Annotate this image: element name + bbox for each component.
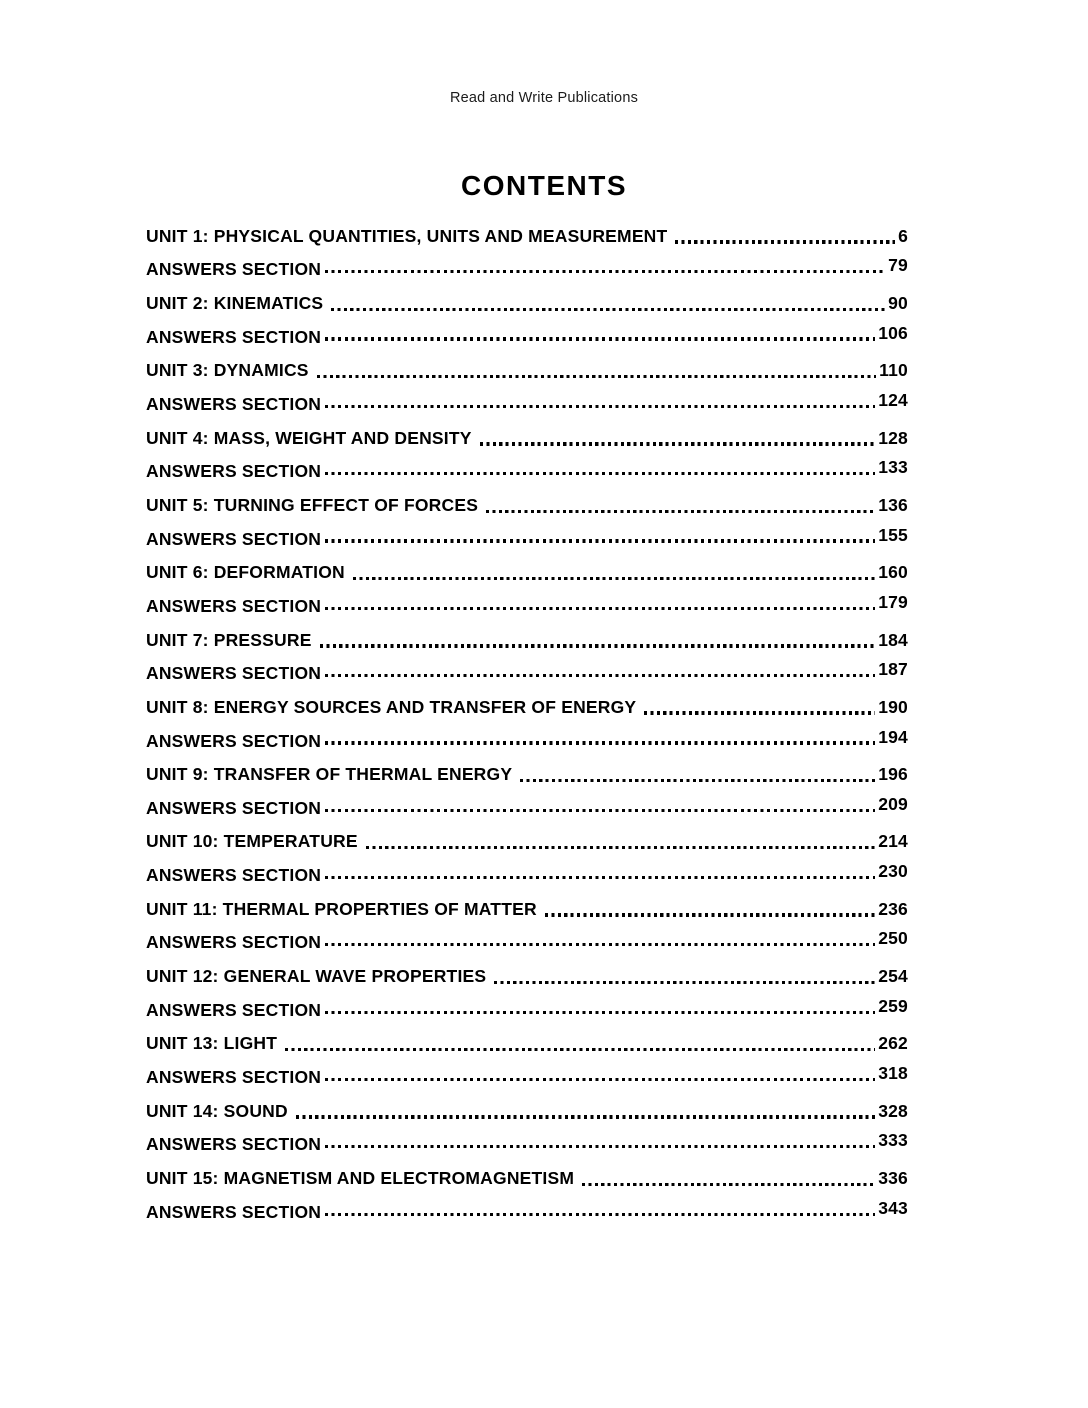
toc-entry-page: 336 bbox=[878, 1168, 908, 1189]
dot-leader bbox=[325, 589, 875, 623]
toc-entry-label: UNIT 6: DEFORMATION bbox=[146, 562, 345, 583]
toc-entry-page: 133 bbox=[878, 457, 908, 478]
toc-row bbox=[146, 758, 908, 792]
toc-entry-label: UNIT 2: KINEMATICS bbox=[146, 292, 324, 313]
toc bbox=[146, 219, 908, 1229]
dot-leader bbox=[366, 825, 875, 859]
toc-entry-page: 318 bbox=[878, 1063, 908, 1084]
dot-leader bbox=[320, 623, 876, 657]
toc-row bbox=[146, 421, 908, 455]
toc-row bbox=[146, 253, 908, 287]
dot-leader bbox=[296, 1094, 875, 1128]
dot-leader bbox=[325, 858, 875, 892]
toc-entry-label: UNIT 12: GENERAL WAVE PROPERTIES bbox=[146, 966, 487, 987]
toc-row bbox=[146, 522, 908, 556]
toc-entry-label: UNIT 9: TRANSFER OF THERMAL ENERGY bbox=[146, 764, 513, 785]
toc-row bbox=[146, 623, 908, 657]
dot-leader bbox=[325, 1128, 875, 1162]
toc-entry-page: 230 bbox=[878, 861, 908, 882]
dot-leader bbox=[520, 758, 875, 792]
page-title: CONTENTS bbox=[461, 170, 627, 201]
toc-entry-page: 184 bbox=[878, 629, 908, 650]
toc-entry-label: ANSWERS SECTION bbox=[146, 730, 322, 751]
toc-entry-label: UNIT 7: PRESSURE bbox=[146, 629, 312, 650]
toc-row bbox=[146, 1128, 908, 1162]
toc-row bbox=[146, 488, 908, 522]
dot-leader bbox=[644, 690, 875, 724]
toc-row bbox=[146, 387, 908, 421]
toc-entry-label: ANSWERS SECTION bbox=[146, 528, 322, 549]
toc-row bbox=[146, 791, 908, 825]
toc-entry-page: 254 bbox=[878, 966, 908, 987]
toc-entry-label: UNIT 11: THERMAL PROPERTIES OF MATTER bbox=[146, 898, 537, 919]
toc-entry-page: 128 bbox=[878, 427, 908, 448]
toc-entry-page: 110 bbox=[879, 360, 908, 381]
toc-entry-label: UNIT 1: PHYSICAL QUANTITIES, UNITS AND MEASUREMENT bbox=[146, 225, 668, 246]
toc-entry-page: 187 bbox=[878, 659, 908, 680]
toc-entry-label: ANSWERS SECTION bbox=[146, 1201, 322, 1222]
toc-entry-page: 190 bbox=[878, 696, 908, 717]
dot-leader bbox=[353, 556, 875, 590]
toc-row bbox=[146, 320, 908, 354]
toc-entry-page: 343 bbox=[878, 1197, 908, 1218]
dot-leader bbox=[317, 354, 877, 388]
dot-leader bbox=[325, 657, 875, 691]
toc-row bbox=[146, 556, 908, 590]
toc-row bbox=[146, 1094, 908, 1128]
dot-leader bbox=[582, 1161, 875, 1195]
toc-row bbox=[146, 589, 908, 623]
dot-leader bbox=[325, 522, 875, 556]
dot-leader bbox=[480, 421, 876, 455]
toc-entry-label: ANSWERS SECTION bbox=[146, 393, 322, 414]
toc-row bbox=[146, 219, 908, 253]
toc-entry-page: 160 bbox=[878, 562, 908, 583]
toc-entry-page: 194 bbox=[878, 726, 908, 747]
toc-entry-page: 262 bbox=[878, 1033, 908, 1054]
toc-row bbox=[146, 959, 908, 993]
dot-leader bbox=[325, 253, 885, 287]
toc-row bbox=[146, 1060, 908, 1094]
toc-row bbox=[146, 354, 908, 388]
toc-entry-page: 209 bbox=[878, 793, 908, 814]
dot-leader bbox=[325, 455, 875, 489]
dot-leader bbox=[325, 387, 875, 421]
toc-row bbox=[146, 825, 908, 859]
toc-entry-page: 179 bbox=[878, 591, 908, 612]
toc-entry-label: ANSWERS SECTION bbox=[146, 1134, 322, 1155]
toc-row bbox=[146, 657, 908, 691]
toc-entry-label: ANSWERS SECTION bbox=[146, 797, 322, 818]
toc-entry-label: ANSWERS SECTION bbox=[146, 259, 322, 280]
toc-entry-page: 136 bbox=[878, 494, 908, 515]
dot-leader bbox=[545, 892, 875, 926]
toc-entry-label: UNIT 15: MAGNETISM AND ELECTROMAGNETISM bbox=[146, 1168, 575, 1189]
toc-entry-page: 155 bbox=[878, 524, 908, 545]
dot-leader bbox=[285, 1027, 875, 1061]
toc-entry-label: ANSWERS SECTION bbox=[146, 326, 322, 347]
dot-leader bbox=[325, 791, 875, 825]
toc-row bbox=[146, 724, 908, 758]
toc-entry-page: 106 bbox=[878, 322, 908, 343]
dot-leader bbox=[325, 724, 875, 758]
toc-entry-page: 90 bbox=[888, 292, 908, 313]
toc-row bbox=[146, 1027, 908, 1061]
dot-leader bbox=[325, 1195, 875, 1229]
toc-entry-label: UNIT 13: LIGHT bbox=[146, 1033, 278, 1054]
toc-entry-page: 214 bbox=[878, 831, 908, 852]
toc-entry-page: 196 bbox=[878, 764, 908, 785]
dot-leader bbox=[494, 959, 875, 993]
dot-leader bbox=[325, 926, 875, 960]
toc-entry-label: UNIT 3: DYNAMICS bbox=[146, 360, 309, 381]
toc-entry-label: ANSWERS SECTION bbox=[146, 932, 322, 953]
toc-row bbox=[146, 1195, 908, 1229]
toc-entry-page: 6 bbox=[898, 225, 908, 246]
toc-entry-page: 236 bbox=[878, 898, 908, 919]
toc-row bbox=[146, 993, 908, 1027]
dot-leader bbox=[325, 1060, 875, 1094]
dot-leader bbox=[675, 219, 895, 253]
toc-row bbox=[146, 455, 908, 489]
toc-row bbox=[146, 858, 908, 892]
toc-entry-label: ANSWERS SECTION bbox=[146, 865, 322, 886]
toc-row bbox=[146, 286, 908, 320]
toc-entry-label: ANSWERS SECTION bbox=[146, 663, 322, 684]
toc-entry-label: UNIT 4: MASS, WEIGHT AND DENSITY bbox=[146, 427, 472, 448]
dot-leader bbox=[325, 993, 875, 1027]
toc-entry-page: 250 bbox=[878, 928, 908, 949]
dot-leader bbox=[486, 488, 875, 522]
toc-entry-label: ANSWERS SECTION bbox=[146, 1067, 322, 1088]
toc-entry-label: ANSWERS SECTION bbox=[146, 999, 322, 1020]
toc-entry-label: UNIT 5: TURNING EFFECT OF FORCES bbox=[146, 494, 479, 515]
dot-leader bbox=[331, 286, 885, 320]
toc-entry-page: 333 bbox=[878, 1130, 908, 1151]
toc-row bbox=[146, 1161, 908, 1195]
toc-entry-page: 328 bbox=[878, 1100, 908, 1121]
toc-entry-label: ANSWERS SECTION bbox=[146, 461, 322, 482]
toc-entry-label: UNIT 10: TEMPERATURE bbox=[146, 831, 358, 852]
toc-entry-label: ANSWERS SECTION bbox=[146, 595, 322, 616]
toc-row bbox=[146, 926, 908, 960]
toc-row bbox=[146, 892, 908, 926]
dot-leader bbox=[325, 320, 875, 354]
toc-entry-page: 259 bbox=[878, 995, 908, 1016]
toc-entry-page: 79 bbox=[888, 255, 908, 276]
toc-entry-label: UNIT 14: SOUND bbox=[146, 1100, 288, 1121]
toc-row bbox=[146, 690, 908, 724]
toc-entry-label: UNIT 8: ENERGY SOURCES AND TRANSFER OF ENERGY bbox=[146, 696, 637, 717]
publisher-header: Read and Write Publications bbox=[449, 90, 639, 106]
toc-entry-page: 124 bbox=[878, 389, 908, 410]
